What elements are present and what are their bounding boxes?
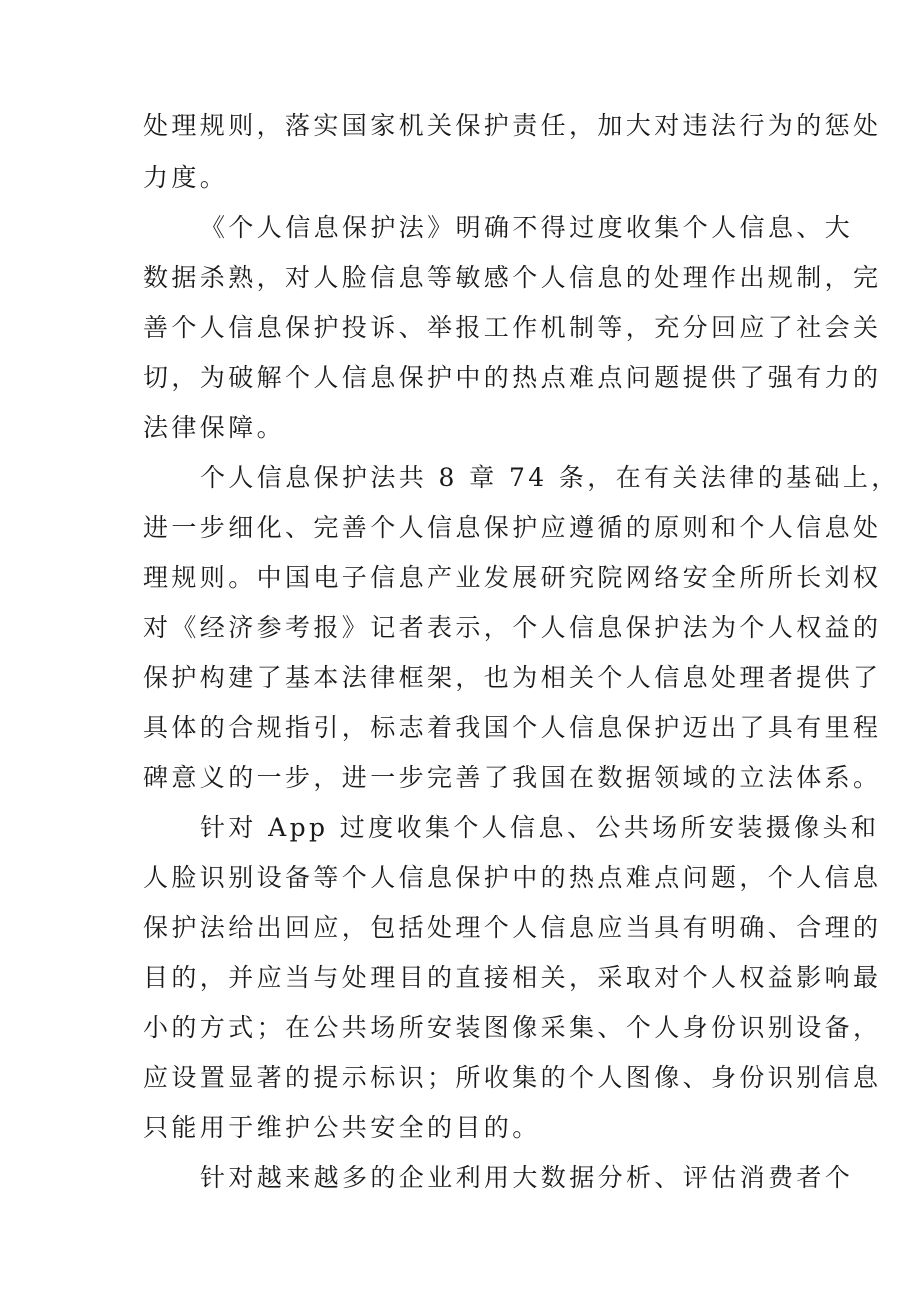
text-line: 碑意义的一步，进一步完善了我国在数据领域的立法体系。 — [143, 763, 882, 792]
text-line: 应设置显著的提示标识；所收集的个人图像、身份识别信息 — [143, 1063, 882, 1092]
text-line: 法律保障。 — [143, 413, 286, 442]
paragraph-first-line: 个人信息保护法共 8 章 74 条，在有关法律的基础上， — [200, 463, 900, 492]
paragraph-first-line: 针对越来越多的企业利用大数据分析、评估消费者个 — [200, 1163, 854, 1192]
text-line: 善个人信息保护投诉、举报工作机制等，充分回应了社会关 — [143, 313, 882, 342]
text-line: 数据杀熟，对人脸信息等敏感个人信息的处理作出规制，完 — [143, 263, 882, 292]
paragraph-first-line: 针对 App 过度收集个人信息、公共场所安装摄像头和 — [200, 813, 880, 842]
paragraph-first-line: 《个人信息保护法》明确不得过度收集个人信息、大 — [200, 213, 854, 242]
text-line: 理规则。中国电子信息产业发展研究院网络安全所所长刘权 — [143, 563, 882, 592]
text-line: 力度。 — [143, 163, 229, 192]
text-line: 对《经济参考报》记者表示，个人信息保护法为个人权益的 — [143, 613, 882, 642]
text-line: 具体的合规指引，标志着我国个人信息保护迈出了具有里程 — [143, 713, 882, 742]
text-line: 人脸识别设备等个人信息保护中的热点难点问题，个人信息 — [143, 863, 882, 892]
text-line: 小的方式；在公共场所安装图像采集、个人身份识别设备， — [143, 1013, 882, 1042]
text-line: 进一步细化、完善个人信息保护应遵循的原则和个人信息处 — [143, 513, 882, 542]
text-line: 目的，并应当与处理目的直接相关，采取对个人权益影响最 — [143, 963, 882, 992]
text-line: 只能用于维护公共安全的目的。 — [143, 1113, 541, 1142]
text-line: 保护构建了基本法律框架，也为相关个人信息处理者提供了 — [143, 663, 882, 692]
text-line: 保护法给出回应，包括处理个人信息应当具有明确、合理的 — [143, 913, 882, 942]
text-line: 切，为破解个人信息保护中的热点难点问题提供了强有力的 — [143, 363, 882, 392]
text-line: 处理规则，落实国家机关保护责任，加大对违法行为的惩处 — [143, 111, 882, 140]
